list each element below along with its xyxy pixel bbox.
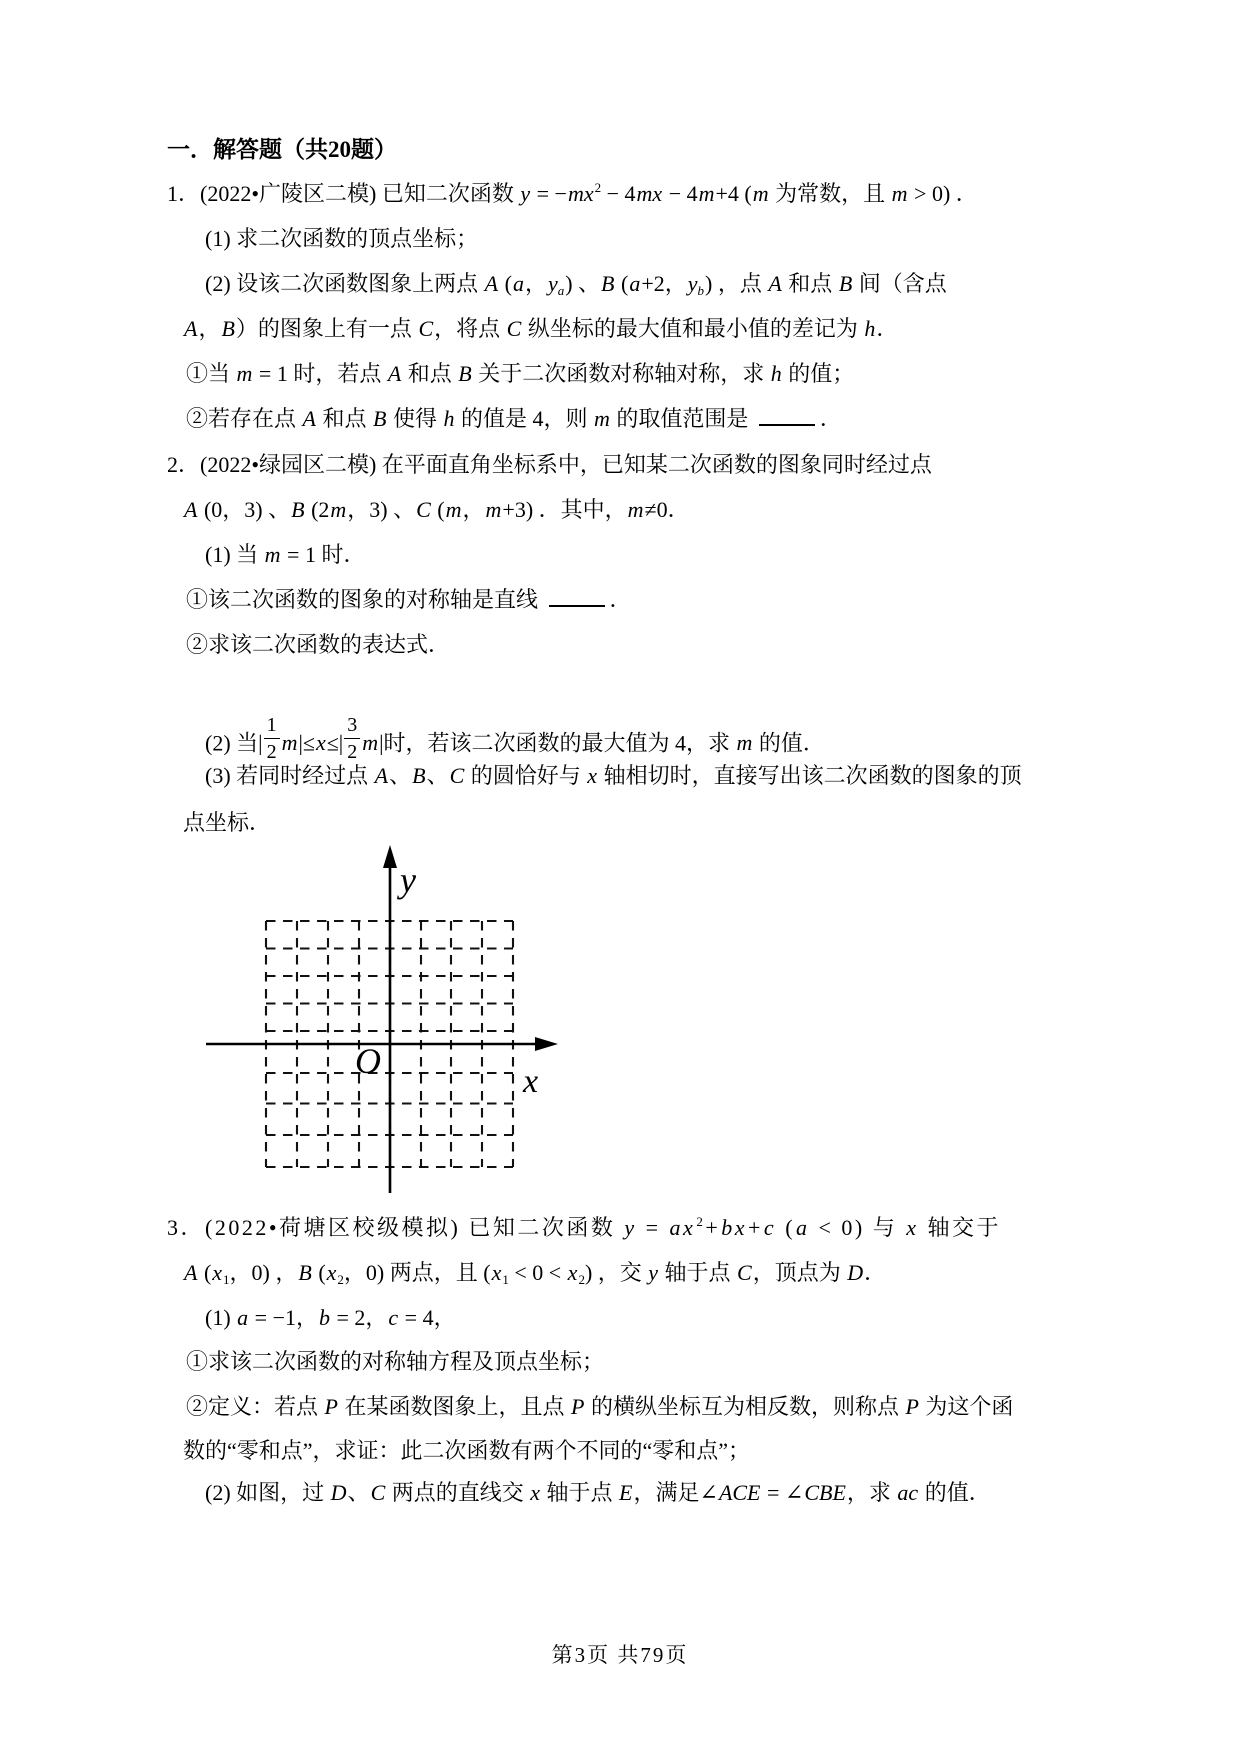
section-title: 一．解答题（共20题） bbox=[167, 137, 397, 162]
problem-3-title-cont: A ($x_1$，0) ，B ($x_2$，0) 两点，且 $(x_1 < 0 < x_2)$ ，交 y 轴于点 C，顶点为 D． bbox=[184, 1260, 887, 1287]
problem-2-item-2: ②求该二次函数的表达式． bbox=[186, 632, 451, 657]
problem-1-part-2-cont: A，B）的图象上有一点 C，将点 C 纵坐标的最大值和最小值的差记为 h． bbox=[184, 316, 899, 341]
y-axis-arrow-icon bbox=[383, 845, 397, 868]
problem-3-item-2: ②定义：若点 P 在某函数图象上，且点 P 的横纵坐标互为相反数，则称点 P 为这个函 bbox=[186, 1394, 1014, 1419]
axes bbox=[206, 866, 537, 1193]
problem-1-title: 1．(2022•广陵区二模) 已知二次函数 $y = -mx^2 - 4mx - 4m+4$ (m 为常数，且 m > 0) ． bbox=[167, 180, 978, 206]
page-footer: 第3页 共79页 bbox=[551, 1643, 689, 1667]
problem-1-item-2: ②若存在点 A 和点 B 使得 h 的值是 4，则 m 的取值范围是 ． bbox=[186, 406, 842, 431]
problem-3-item-1: ①求该二次函数的对称轴方程及顶点坐标； bbox=[186, 1349, 605, 1374]
problem-2-part-3: (3) 若同时经过点 A、B、C 的圆恰好与 x 轴相切时，直接写出该二次函数的图象的顶 bbox=[205, 763, 1022, 788]
problem-3-item-2-cont: 数的“零和点”，求证：此二次函数有两个不同的“零和点”； bbox=[183, 1438, 751, 1463]
problem-1-part-2: (2) 设该二次函数图象上两点 A (a，$y_a$) 、B (a+2，$y_b$) ，点 A 和点 B 间（含点 bbox=[205, 271, 947, 298]
problem-1-item-1: ①当 m = 1 时，若点 A 和点 B 关于二次函数对称轴对称，求 h 的值； bbox=[186, 361, 855, 386]
y-axis-label: y bbox=[400, 860, 416, 900]
problem-2-item-1: ①该二次函数的图象的对称轴是直线 ． bbox=[186, 587, 632, 612]
problem-2-part-1: (1) 当 m = 1 时． bbox=[205, 542, 366, 567]
x-axis-arrow-icon bbox=[535, 1037, 558, 1051]
problem-3-part-2: (2) 如图，过 D、C 两点的直线交 x 轴于点 E，满足∠ACE = ∠CBE，求 ac 的值． bbox=[205, 1480, 991, 1505]
coordinate-grid-figure bbox=[201, 840, 581, 1205]
problem-2-part-2: (2) 当| $\frac{1}{2}$ m|≤x≤| $\frac{3}{2}$ m|时，若该二次函数的最大值为 4，求 m 的值． bbox=[205, 714, 825, 763]
problem-1-part-1: (1) 求二次函数的顶点坐标； bbox=[205, 226, 479, 251]
problem-3-title: 3．(2022•荷塘区校级模拟) 已知二次函数 $y = ax^2+bx+c$ (a < 0) 与 x 轴交于 bbox=[167, 1214, 1002, 1240]
problem-2-title: 2．(2022•绿园区二模) 在平面直角坐标系中，已知某二次函数的图象同时经过点 bbox=[167, 452, 932, 477]
problem-2-part-3-cont: 点坐标． bbox=[183, 810, 272, 835]
origin-label: O bbox=[355, 1041, 381, 1081]
problem-2-title-cont: A (0，3) 、B (2m，3) 、C (m，m+3) ．其中，m≠0． bbox=[184, 497, 690, 522]
problem-3-part-1: (1) a = −1，b = 2，c = 4， bbox=[205, 1305, 456, 1330]
x-axis-label: x bbox=[523, 1063, 539, 1100]
coordinate-grid-svg bbox=[201, 840, 581, 1200]
